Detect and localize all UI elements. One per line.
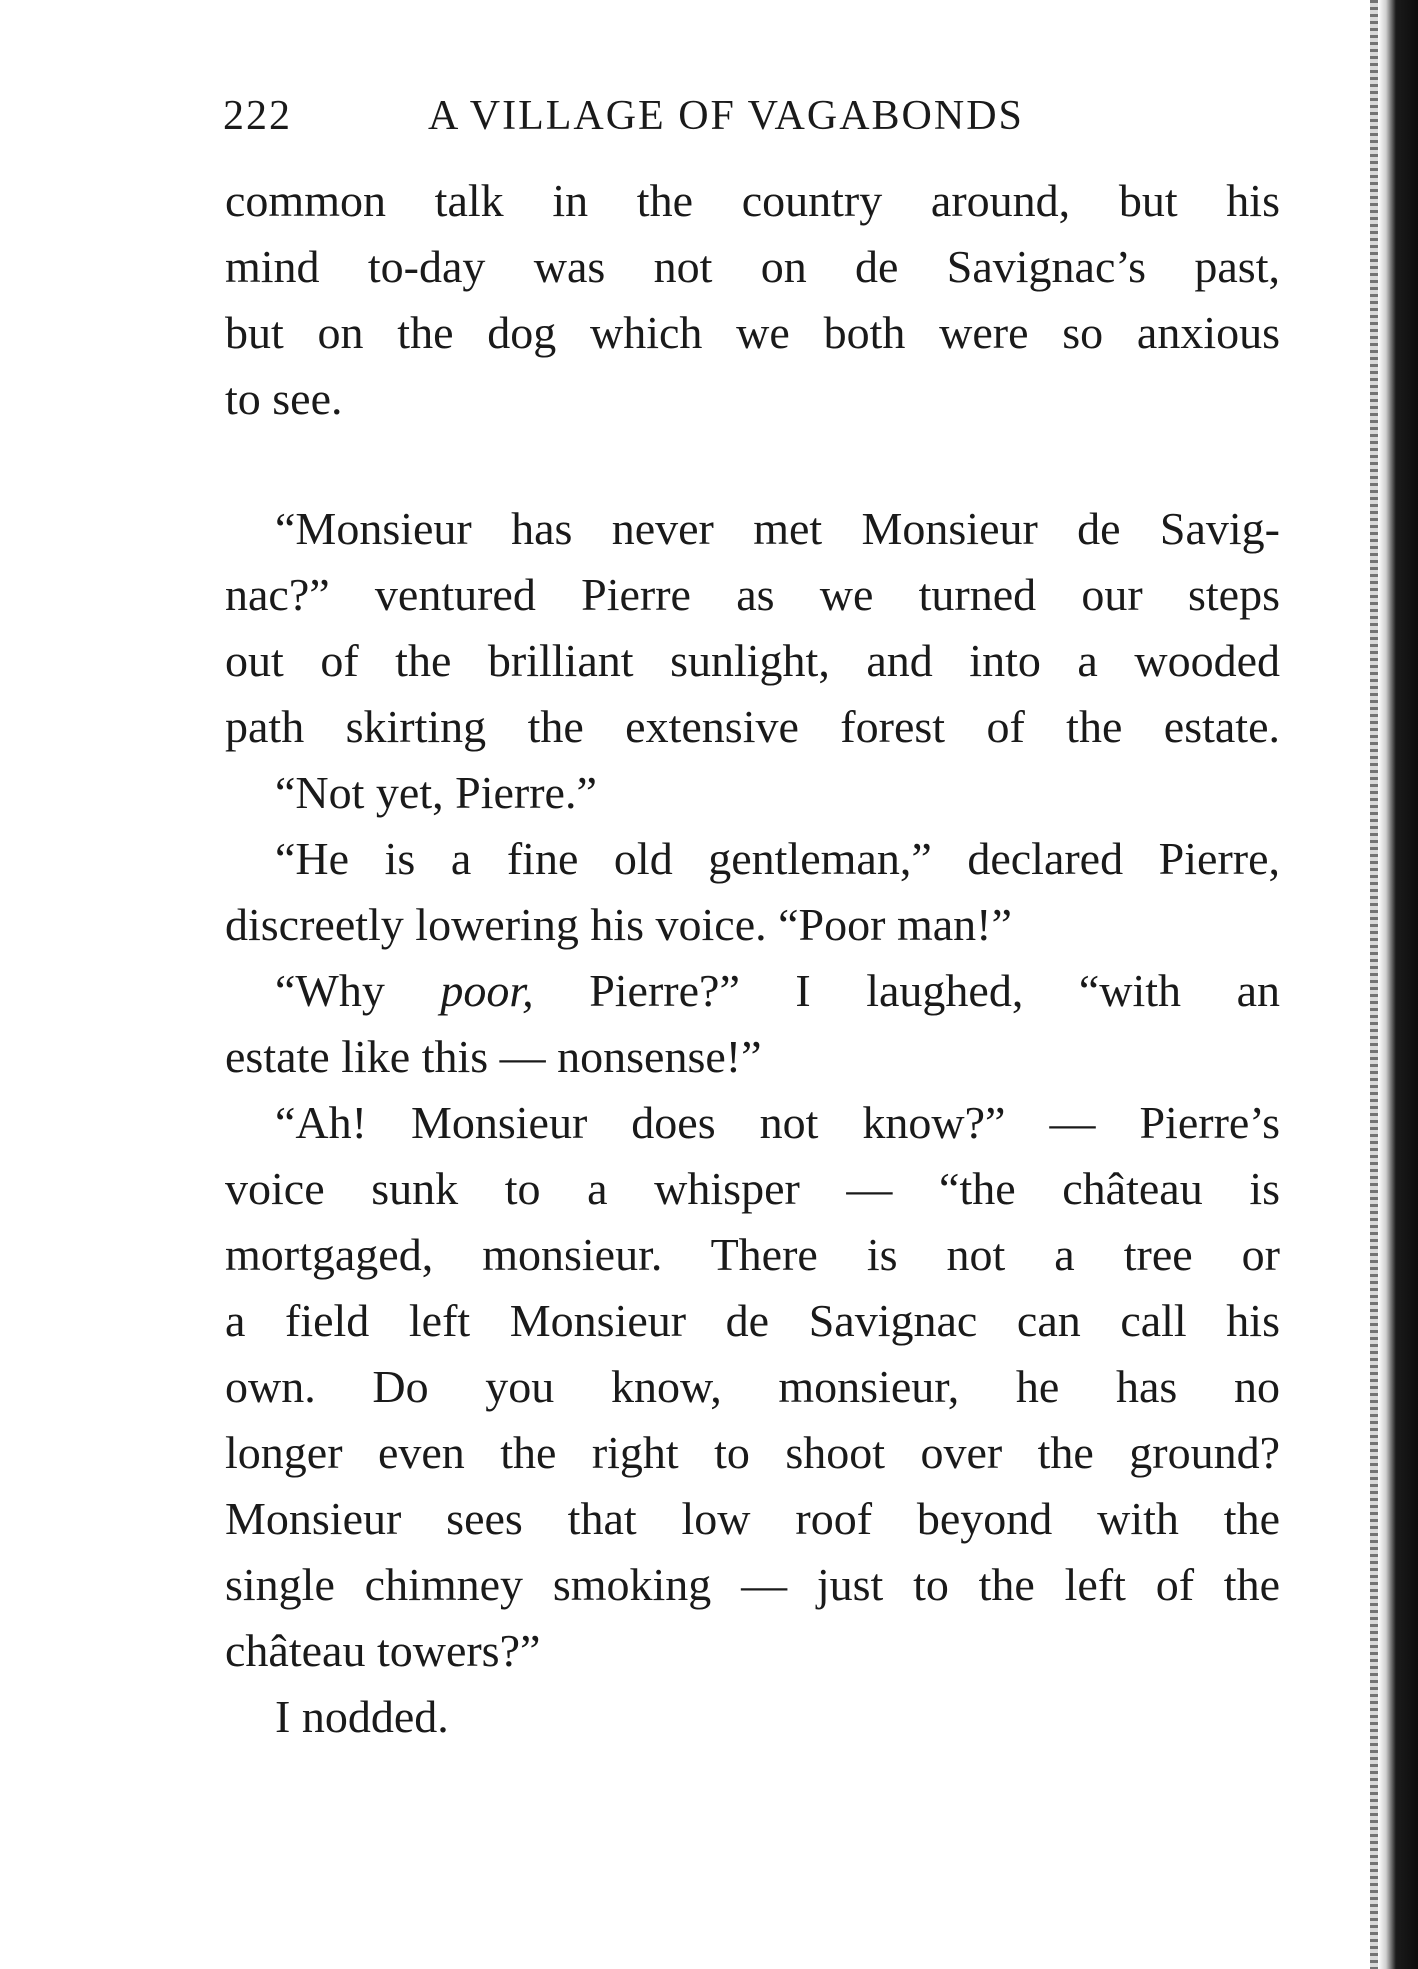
- text-line: to see.: [225, 373, 343, 424]
- scan-edge: [1378, 0, 1418, 1969]
- text-line: [225, 958, 1280, 1024]
- paragraph-4: [225, 826, 1280, 958]
- text-line: mind to-day was not on de Savignac’s past,: [225, 241, 1280, 292]
- text-line: “He is a fine old gentleman,” declared Pierre,: [275, 833, 1280, 884]
- text-line: path skirting the extensive forest of the estate.: [225, 701, 1280, 752]
- text-line: Monsieur sees that low roof beyond with the: [225, 1493, 1280, 1544]
- paragraph-7: [225, 1684, 1280, 1750]
- text-line: but on the dog which we both were so anxious: [225, 307, 1280, 358]
- paragraph-6: [225, 1090, 1280, 1684]
- running-title: A VILLAGE OF VAGABONDS: [428, 93, 1024, 139]
- text-line: voice sunk to a whisper — “the château is: [225, 1163, 1280, 1214]
- text-line: common talk in the country around, but his: [225, 175, 1280, 226]
- text-line: a field left Monsieur de Savignac can call his: [225, 1295, 1280, 1346]
- text-fragment: Pierre?” I laughed, “with an: [533, 965, 1280, 1016]
- page-header: [223, 92, 1085, 152]
- paragraph-5: [225, 958, 1280, 1090]
- text-line: single chimney smoking — just to the left of the: [225, 1559, 1280, 1610]
- text-line: longer even the right to shoot over the ground?: [225, 1427, 1280, 1478]
- text-line: “Monsieur has never met Monsieur de Savig-: [275, 503, 1280, 554]
- paragraph-2: [225, 496, 1280, 760]
- paragraph-1: [225, 168, 1280, 432]
- text-line: estate like this — nonsense!”: [225, 1031, 762, 1082]
- text-line: own. Do you know, monsieur, he has no: [225, 1361, 1280, 1412]
- text-line: “Not yet, Pierre.”: [275, 767, 597, 818]
- text-line: nac?” ventured Pierre as we turned our steps: [225, 569, 1280, 620]
- paragraph-3: [225, 760, 1280, 826]
- italic-word: poor,: [440, 965, 534, 1016]
- text-fragment: “Why: [275, 965, 441, 1016]
- text-line: I nodded.: [275, 1691, 449, 1742]
- text-line: château towers?”: [225, 1625, 541, 1676]
- text-line: mortgaged, monsieur. There is not a tree or: [225, 1229, 1280, 1280]
- page-number: 222: [223, 93, 292, 139]
- text-line: “Ah! Monsieur does not know?” — Pierre’s: [275, 1097, 1280, 1148]
- text-line: discreetly lowering his voice. “Poor man!”: [225, 899, 1012, 950]
- text-line: out of the brilliant sunlight, and into a wooded: [225, 635, 1280, 686]
